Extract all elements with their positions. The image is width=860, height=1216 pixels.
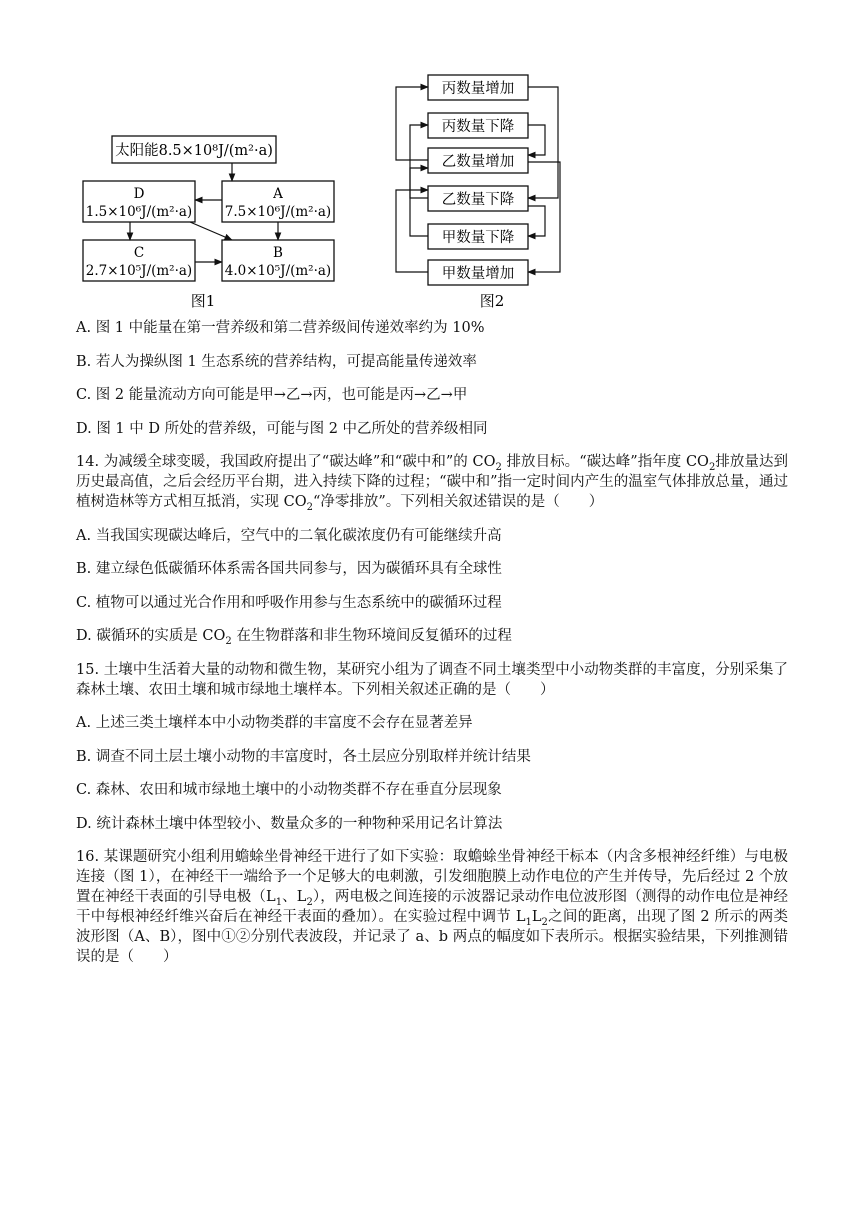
figure-2-caption: 图2	[479, 292, 505, 310]
sun-label: 太阳能8.5×10⁸J/(m²·a)	[115, 143, 273, 159]
box-a-name: A	[273, 186, 283, 202]
box-jia-increase-label: 甲数量增加	[441, 266, 515, 282]
q14-option-b: B. 建立绿色低碳循环体系需各国共同参与，因为碳循环具有全球性	[76, 561, 502, 577]
box-d-value: 1.5×10⁶J/(m²·a)	[85, 204, 193, 220]
box-c-value: 2.7×10⁵J/(m²·a)	[85, 263, 193, 279]
box-yi-increase-label: 乙数量增加	[441, 154, 515, 170]
box-yi-decrease-label: 乙数量下降	[441, 192, 515, 208]
figures-area	[0, 0, 860, 318]
q15-option-a: A. 上述三类土壤样本中小动物类群的丰富度不会存在显著差异	[76, 715, 473, 731]
q14-stem: 14. 为减缓全球变暖，我国政府提出了“碳达峰”和“碳中和”的 $CO_2$ 排放目标。“碳达峰”指年度 $CO_2$排放量达到历史最高值，之后会经历平台期，进入持续下降的过程；“碳中和”指一定时间内产生的温室气体排放总量，通过植树造林等方式相互抵消，实现 $CO_2“$净零排放”。下列相关叙述错误的是（ ）	[76, 454, 788, 513]
q14-option-c: C. 植物可以通过光合作用和呼吸作用参与生态系统中的碳循环过程	[76, 594, 502, 611]
box-bing-decrease-label: 丙数量下降	[441, 119, 515, 135]
box-jia-decrease-label: 甲数量下降	[441, 230, 515, 246]
q13-option-c: C. 图 2 能量流动方向可能是甲→乙→丙，也可能是丙→乙→甲	[76, 387, 468, 403]
question-content	[76, 318, 788, 981]
figure-2-population-feedback	[396, 75, 560, 310]
q13-option-d: D. 图 1 中 D 所处的营养级，可能与图 2 中乙所处的营养级相同	[76, 420, 488, 437]
q15-stem: 15. 土壤中生活着大量的动物和微生物，某研究小组为了调查不同土壤类型中小动物类群的丰富度，分别采集了森林土壤、农田土壤和城市绿地土壤样本。下列相关叙述正确的是（ ）	[76, 661, 788, 698]
q13-option-b: B. 若人为操纵图 1 生态系统的营养结构，可提高能量传递效率	[76, 353, 477, 370]
q14-option-a: A. 当我国实现碳达峰后，空气中的二氧化碳浓度仍有可能继续升高	[76, 527, 502, 544]
question-14	[76, 452, 788, 512]
figures-svg	[0, 0, 860, 318]
box-b-name: B	[273, 245, 283, 261]
box-d-name: D	[133, 186, 145, 202]
question-15	[76, 660, 788, 700]
box-b-value: 4.0×10⁵J/(m²·a)	[224, 263, 332, 279]
box-a-value: 7.5×10⁶J/(m²·a)	[224, 204, 332, 220]
arrow-d-to-b	[190, 222, 232, 240]
figure-1-caption: 图1	[190, 292, 216, 310]
box-bing-increase-label: 丙数量增加	[441, 81, 515, 97]
q15-option-d: D. 统计森林土壤中体型较小、数量众多的一种物种采用记名计算法	[76, 815, 503, 832]
q15-option-b: B. 调查不同土层土壤小动物的丰富度时，各土层应分别取样并统计结果	[76, 748, 531, 765]
q15-option-c: C. 森林、农田和城市绿地土壤中的小动物类群不存在垂直分层现象	[76, 782, 502, 798]
q16-stem: 16. 某课题研究小组利用蟾蜍坐骨神经干进行了如下实验：取蟾蜍坐骨神经干标本（内含多根神经纤维）与电极连接（图 1），在神经干一端给予一个足够大的电刺激，引发细胞膜上动作电位的产生并传导，先后经过 2 个放置在神经干表面的引导电极（$L_1$、$L_2$），两电极之间连接的示波器记录动作电位波形图（测得的动作电位是神经干中每根神经纤维兴奋后在神经干表面的叠加）。在实验过程中调节 $L_1L_2$之间的距离，出现了图 2 所示的两类波形图（A、B），图中①②分别代表波段，并记录了 a、b 两点的幅度如下表所示。根据实验结果，下列推测错误的是（ ）	[76, 849, 788, 965]
box-c-name: C	[133, 245, 145, 261]
question-16	[76, 847, 788, 967]
figure-1-energy-flow	[83, 136, 334, 310]
q14-option-d: D. 碳循环的实质是 $CO_2$ 在生物群落和非生物环境间反复循环的过程	[76, 628, 512, 647]
q13-option-a: A. 图 1 中能量在第一营养级和第二营养级间传递效率约为 10%	[76, 320, 485, 336]
